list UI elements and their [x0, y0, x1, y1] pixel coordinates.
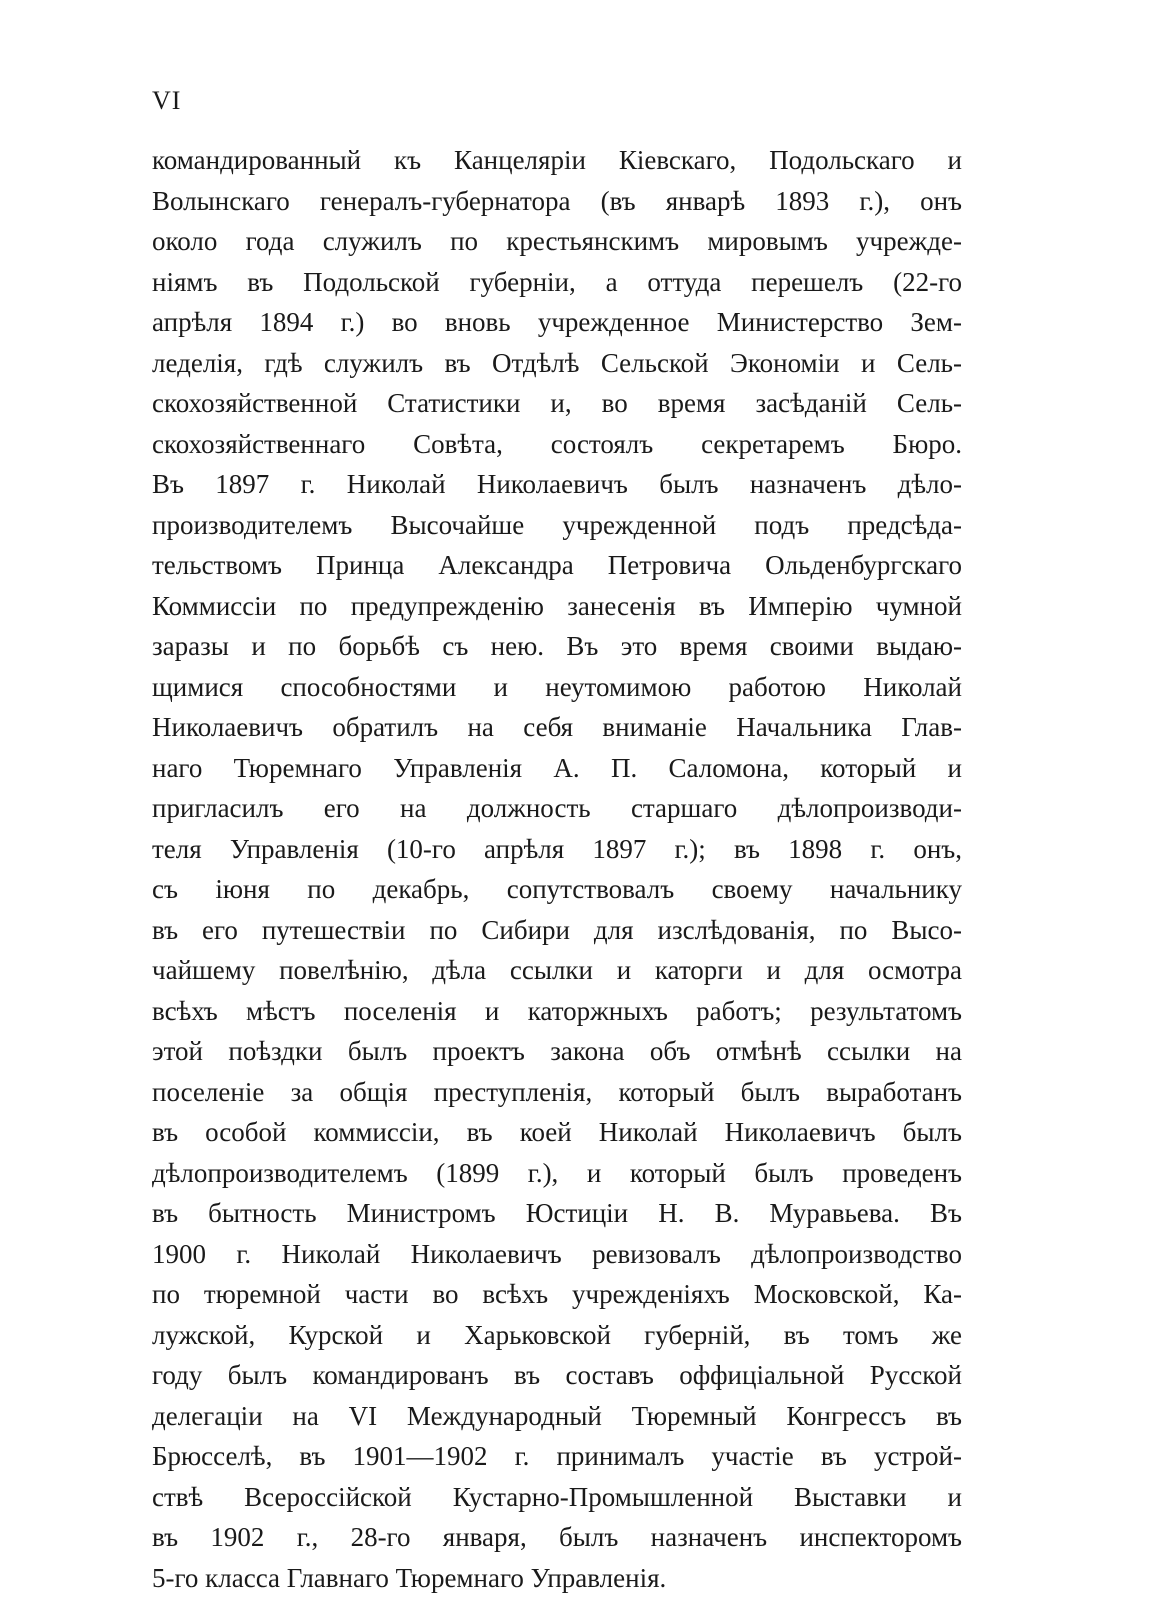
text-line: Коммиссіи по предупрежденію занесенія въ Имперію чумной: [152, 586, 962, 627]
text-line: около года служилъ по крестьянскимъ мировымъ учрежде-: [152, 221, 962, 262]
text-line: году былъ командированъ въ составъ оффиціальной Русской: [152, 1355, 962, 1396]
text-line: по тюремной части во всѣхъ учрежденіяхъ Московской, Ка-: [152, 1274, 962, 1315]
text-line: заразы и по борьбѣ съ нею. Въ это время своими выдаю-: [152, 626, 962, 667]
text-line: въ его путешествіи по Сибири для изслѣдованія, по Высо-: [152, 910, 962, 951]
text-line: Брюсселѣ, въ 1901—1902 г. принималъ участіе въ устрой-: [152, 1436, 962, 1477]
text-line: тельствомъ Принца Александра Петровича Ольденбургскаго: [152, 545, 962, 586]
text-line: Въ 1897 г. Николай Николаевичъ былъ назначенъ дѣло-: [152, 464, 962, 505]
text-line: скохозяйственной Статистики и, во время засѣданій Сель-: [152, 383, 962, 424]
text-line: щимися способностями и неутомимою работою Николай: [152, 667, 962, 708]
text-line: съ іюня по декабрь, сопутствовалъ своему начальнику: [152, 869, 962, 910]
text-line: чайшему повелѣнію, дѣла ссылки и каторги и для осмотра: [152, 950, 962, 991]
text-line: Волынскаго генералъ-губернатора (въ январѣ 1893 г.), онъ: [152, 181, 962, 222]
body-text: [152, 140, 962, 1598]
text-line: производителемъ Высочайше учрежденной подъ предсѣда-: [152, 505, 962, 546]
text-line: 5-го класса Главнаго Тюремнаго Управленія.: [152, 1558, 962, 1598]
text-line: леделія, гдѣ служилъ въ Отдѣлѣ Сельской Экономіи и Сель-: [152, 343, 962, 384]
text-line: скохозяйственнаго Совѣта, состоялъ секретаремъ Бюро.: [152, 424, 962, 465]
text-line: делегаціи на VI Международный Тюремный Конгрессъ въ: [152, 1396, 962, 1437]
text-line: поселеніе за общія преступленія, который былъ выработанъ: [152, 1072, 962, 1113]
text-line: апрѣля 1894 г.) во вновь учрежденное Министерство Зем-: [152, 302, 962, 343]
text-line: Николаевичъ обратилъ на себя вниманіе Начальника Глав-: [152, 707, 962, 748]
text-line: въ 1902 г., 28-го января, былъ назначенъ инспекторомъ: [152, 1517, 962, 1558]
text-line: пригласилъ его на должность старшаго дѣлопроизводи-: [152, 788, 962, 829]
text-line: въ особой коммиссіи, въ коей Николай Николаевичъ былъ: [152, 1112, 962, 1153]
text-line: въ бытность Министромъ Юстиціи Н. В. Муравьева. Въ: [152, 1193, 962, 1234]
text-line: ніямъ въ Подольской губерніи, а оттуда перешелъ (22-го: [152, 262, 962, 303]
text-line: ствѣ Всероссійской Кустарно-Промышленной Выставки и: [152, 1477, 962, 1518]
text-line: дѣлопроизводителемъ (1899 г.), и который былъ проведенъ: [152, 1153, 962, 1194]
text-line: наго Тюремнаго Управленія А. П. Саломона, который и: [152, 748, 962, 789]
text-line: 1900 г. Николай Николаевичъ ревизовалъ дѣлопроизводство: [152, 1234, 962, 1275]
page-number: VI: [152, 88, 181, 114]
text-line: всѣхъ мѣстъ поселенія и каторжныхъ работъ; результатомъ: [152, 991, 962, 1032]
text-line: лужской, Курской и Харьковской губерній, въ томъ же: [152, 1315, 962, 1356]
text-line: этой поѣздки былъ проектъ закона объ отмѣнѣ ссылки на: [152, 1031, 962, 1072]
text-line: теля Управленія (10-го апрѣля 1897 г.); въ 1898 г. онъ,: [152, 829, 962, 870]
text-line: командированный къ Канцеляріи Кіевскаго, Подольскаго и: [152, 140, 962, 181]
